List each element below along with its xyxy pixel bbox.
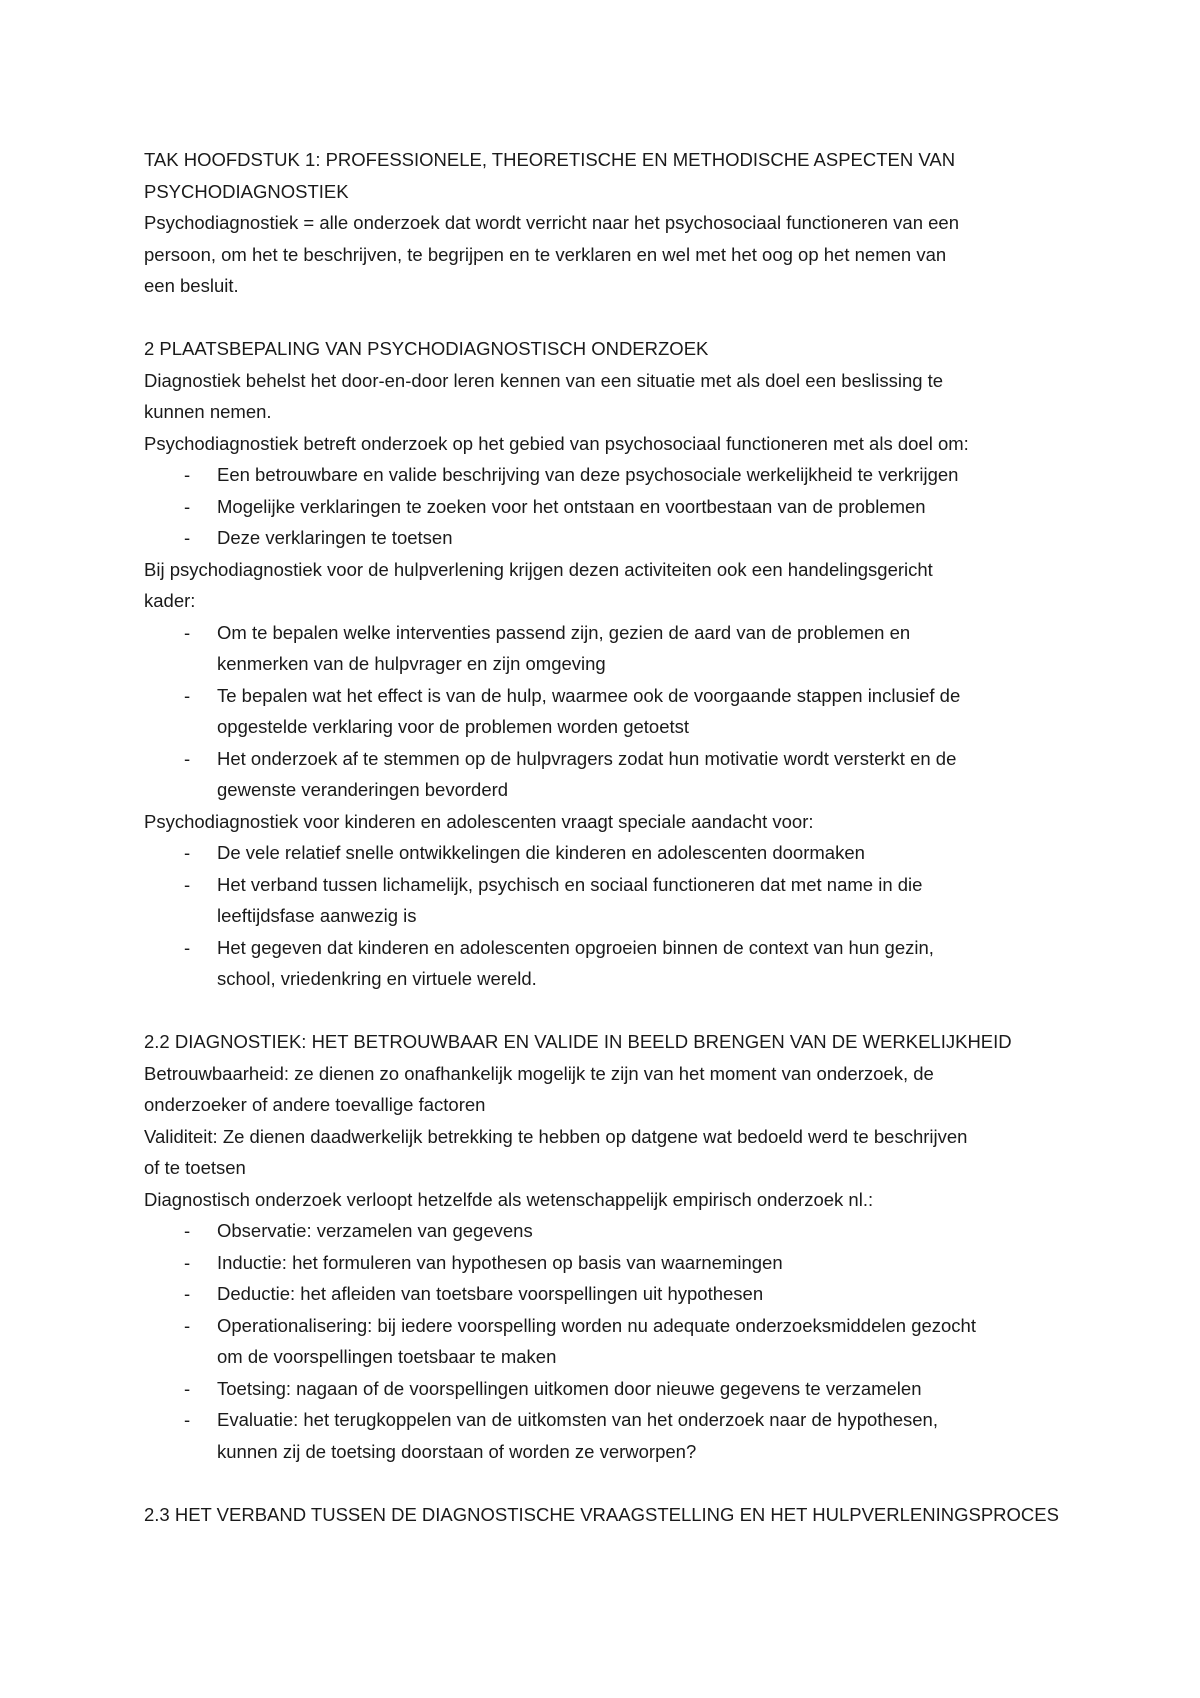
list-item-text: Het onderzoek af te stemmen op de hulpvragers zodat hun motivatie wordt versterkt en de — [217, 747, 957, 769]
list-dash: - — [184, 495, 191, 517]
list-item-text: leeftijdsfase aanwezig is — [217, 905, 417, 926]
bullet-list — [144, 837, 1074, 995]
list-dash: - — [184, 527, 191, 548]
list-item — [144, 932, 1074, 995]
list-dash: - — [184, 873, 191, 895]
list-item — [144, 459, 1074, 491]
paragraph-line: een besluit. — [144, 275, 239, 296]
list-item — [144, 1404, 1074, 1467]
list-item-text: Te bepalen wat het effect is van de hulp, waarmee ook de voorgaande stappen inclusief de — [217, 684, 961, 706]
list-item-text: Het verband tussen lichamelijk, psychisch en sociaal functioneren dat met name in die — [217, 873, 923, 895]
paragraph — [144, 1121, 1074, 1184]
spacer — [144, 302, 1074, 334]
list-item-text: Deze verklaringen te toetsen — [217, 527, 453, 548]
list-dash: - — [184, 1314, 191, 1336]
paragraph-line: Diagnostiek behelst het door-en-door leren kennen van een situatie met als doel een beslissing te — [144, 369, 944, 391]
list-item-text: Operationalisering: bij iedere voorspelling worden nu adequate onderzoeksmiddelen gezocht — [217, 1314, 976, 1336]
list-item — [144, 869, 1074, 932]
list-dash: - — [184, 936, 191, 958]
list-item-text: kunnen zij de toetsing doorstaan of worden ze verworpen? — [217, 1440, 697, 1462]
section-heading: 2.3 HET VERBAND TUSSEN DE DIAGNOSTISCHE VRAAGSTELLING EN HET HULPVERLENINGSPROCES — [144, 1503, 1059, 1525]
list-item — [144, 1278, 1074, 1310]
list-dash: - — [184, 684, 191, 706]
paragraph: Psychodiagnostiek betreft onderzoek op het gebied van psychosociaal functioneren met als doel om: — [144, 432, 969, 454]
paragraph — [144, 554, 1074, 617]
list-dash: - — [184, 1220, 191, 1241]
bullet-list — [144, 617, 1074, 806]
list-item-text: De vele relatief snelle ontwikkelingen die kinderen en adolescenten doormaken — [217, 842, 865, 863]
list-item — [144, 491, 1074, 523]
list-item-text: Mogelijke verklaringen te zoeken voor het ontstaan en voortbestaan van de problemen — [217, 495, 926, 517]
section-heading: 2 PLAATSBEPALING VAN PSYCHODIAGNOSTISCH ONDERZOEK — [144, 338, 709, 359]
list-dash: - — [184, 1251, 191, 1273]
list-dash: - — [184, 1283, 191, 1304]
list-dash: - — [184, 1377, 191, 1399]
paragraph-line: Validiteit: Ze dienen daadwerkelijk betrekking te hebben op datgene wat bedoeld werd te beschrijven — [144, 1125, 968, 1147]
list-item-text: Deductie: het afleiden van toetsbare voorspellingen uit hypothesen — [217, 1283, 764, 1304]
spacer — [144, 1467, 1074, 1499]
list-item — [144, 1215, 1074, 1247]
paragraph-line: onderzoeker of andere toevallige factoren — [144, 1094, 486, 1115]
paragraph-line: Bij psychodiagnostiek voor de hulpverlening krijgen dezen activiteiten ook een handelingsgericht — [144, 558, 933, 580]
list-item-text: Evaluatie: het terugkoppelen van de uitkomsten van het onderzoek naar de hypothesen, — [217, 1409, 938, 1430]
chapter-title — [144, 144, 1074, 207]
chapter-title-line: PSYCHODIAGNOSTIEK — [144, 180, 349, 202]
list-item — [144, 837, 1074, 869]
bullet-list — [144, 459, 1074, 554]
list-item-text: om de voorspellingen toetsbaar te maken — [217, 1346, 557, 1367]
paragraph-line: of te toetsen — [144, 1157, 246, 1178]
list-item-text: Een betrouwbare en valide beschrijving van deze psychosociale werkelijkheid te verkrijgen — [217, 464, 959, 485]
list-item — [144, 1310, 1074, 1373]
list-item — [144, 1373, 1074, 1405]
paragraph — [144, 1058, 1074, 1121]
list-item-text: Het gegeven dat kinderen en adolescenten opgroeien binnen de context van hun gezin, — [217, 936, 934, 958]
list-item — [144, 680, 1074, 743]
list-item — [144, 522, 1074, 554]
paragraph: Diagnostisch onderzoek verloopt hetzelfde als wetenschappelijk empirisch onderzoek nl.: — [144, 1188, 874, 1210]
list-dash: - — [184, 842, 191, 863]
list-dash: - — [184, 621, 191, 643]
list-item-text: Inductie: het formuleren van hypothesen op basis van waarnemingen — [217, 1251, 783, 1273]
paragraph-line: kader: — [144, 590, 196, 611]
document-page — [144, 144, 1074, 1530]
intro-paragraph — [144, 207, 1074, 302]
paragraph-line: kunnen nemen. — [144, 401, 272, 422]
list-item-text: gewenste veranderingen bevorderd — [217, 779, 509, 800]
list-item-text: school, vriedenkring en virtuele wereld. — [217, 968, 537, 989]
paragraph-line: persoon, om het te beschrijven, te begrijpen en te verklaren en wel met het oog op het nemen van — [144, 243, 947, 265]
list-item-text: kenmerken van de hulpvrager en zijn omgeving — [217, 653, 606, 674]
list-item — [144, 617, 1074, 680]
list-item-text: Toetsing: nagaan of de voorspellingen uitkomen door nieuwe gegevens te verzamelen — [217, 1377, 922, 1399]
list-item-text: opgestelde verklaring voor de problemen worden getoetst — [217, 716, 690, 737]
chapter-title-line: TAK HOOFDSTUK 1: PROFESSIONELE, THEORETISCHE EN METHODISCHE ASPECTEN VAN — [144, 149, 956, 170]
list-dash: - — [184, 464, 191, 485]
paragraph-line: Psychodiagnostiek = alle onderzoek dat wordt verricht naar het psychosociaal functioneren van een — [144, 212, 960, 233]
list-item — [144, 743, 1074, 806]
bullet-list — [144, 1215, 1074, 1467]
list-item-text: Om te bepalen welke interventies passend zijn, gezien de aard van de problemen en — [217, 621, 911, 643]
list-item-text: Observatie: verzamelen van gegevens — [217, 1220, 533, 1241]
paragraph-line: Betrouwbaarheid: ze dienen zo onafhankelijk mogelijk te zijn van het moment van onderzoek, de — [144, 1062, 934, 1084]
section-heading: 2.2 DIAGNOSTIEK: HET BETROUWBAAR EN VALIDE IN BEELD BRENGEN VAN DE WERKELIJKHEID — [144, 1031, 1012, 1052]
list-item — [144, 1247, 1074, 1279]
list-dash: - — [184, 1409, 191, 1430]
paragraph: Psychodiagnostiek voor kinderen en adolescenten vraagt speciale aandacht voor: — [144, 810, 814, 832]
list-dash: - — [184, 747, 191, 769]
paragraph — [144, 365, 1074, 428]
spacer — [144, 995, 1074, 1027]
